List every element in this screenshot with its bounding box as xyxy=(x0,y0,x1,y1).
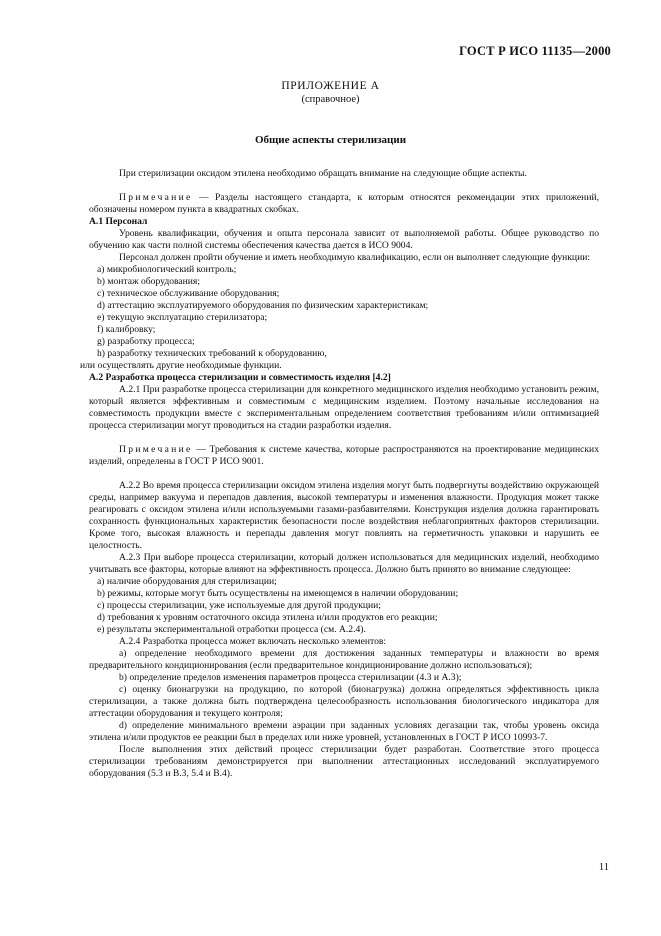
section-title: Общие аспекты стерилизации xyxy=(254,134,407,146)
a2-3-paragraph: А.2.3 При выборе процесса стерилизации, который должен использоваться для медицинских изделий, необходимо учитывать все факторы, которые влияют на эффективность процесса. Должно быть принято во внимание следующее: xyxy=(89,552,599,575)
list-item: d) требования к уровням остаточного оксида этилена и/или продуктов его реакции; xyxy=(97,612,438,623)
a2-final-paragraph: После выполнения этих действий процесс стерилизации будет разработан. Соответствие этого процесса стерилизации требованиям демонстрируется при выполнении аттестационных исследований эксплуатируемого оборудования (5.3 и В.3, 5.4 и В.4). xyxy=(89,744,599,779)
a1-paragraph-2: Персонал должен пройти обучение и иметь необходимую квалификацию, если он выполняет следующие функции: xyxy=(119,252,590,263)
a2-4-item-c: c) оценку бионагрузки на продукцию, по которой (бионагрузка) должна определяться эффективность цикла стерилизации, а также должна быть подтверждена целесообразность использования биологического индикатора для аттестации оборудования и текущего контроля; xyxy=(89,684,599,719)
list-item: b) режимы, которые могут быть осуществлены на имеющемся в наличии оборудовании; xyxy=(97,588,459,599)
note-1-label: Примечание xyxy=(119,192,193,203)
list-item: g) разработку процесса; xyxy=(97,336,195,347)
a1-paragraph-1: Уровень квалификации, обучения и опыта персонала зависит от выполняемой работы. Общее руководство по обучению как части полной системы обеспечения качества дается в ИСО 9004. xyxy=(89,228,599,251)
intro-paragraph: При стерилизации оксидом этилена необходимо обращать внимание на следующие общие аспекты. xyxy=(119,168,527,179)
heading-a1 xyxy=(89,216,599,228)
note-2-text: — Требования к системе качества, которые распространяются на проектирование медицинских изделий, определены в ГОСТ Р ИСО 9001. xyxy=(89,444,599,467)
note-2 xyxy=(89,444,599,468)
standard-code: ГОСТ Р ИСО 11135—2000 xyxy=(459,44,611,58)
list-item: b) монтаж оборудования; xyxy=(97,276,201,287)
list-item: d) аттестацию эксплуатируемого оборудования по физическим характеристикам; xyxy=(97,300,429,311)
a2-4-paragraph: А.2.4 Разработка процесса может включать несколько элементов: xyxy=(119,636,387,647)
heading-a2: А.2 Разработка процесса стерилизации и совместимость изделия [4.2] xyxy=(89,372,391,383)
a2-4-item-d: d) определение минимального времени аэрации при заданных условиях дегазации так, чтобы уровень оксида этилена и/или продуктов ее реакции был в пределах или ниже уровней, установленных в ГОСТ Р ИСО 10993-7. xyxy=(89,720,599,743)
list-item: c) техническое обслуживание оборудования; xyxy=(97,288,280,299)
a2-2-paragraph: А.2.2 Во время процесса стерилизации оксидом этилена изделия могут быть подвергнуты воздействию окружающей среды, например вакуума и перепадов давления, высокой температуры и изменения влажности. Продукция может также реагировать с оксидом этилена и/или используемыми газами-разбавителями. Конструкция изделия должна гарантировать сохранность функциональных характеристик безопасности после воздействия неблагоприятных факторов стерилизации. Кроме того, высокая влажность и перепады давления могут повлиять на герметичность упаковки и нарушить ее целостность. xyxy=(89,480,599,551)
a1-function-list xyxy=(89,264,599,360)
heading-a1-text: А.1 Персонал xyxy=(89,216,148,227)
list-item: f) калибровку; xyxy=(97,324,156,335)
list-item: h) разработку технических требований к оборудованию, xyxy=(97,348,327,359)
note-2-label: Примечание xyxy=(119,444,193,455)
document-body xyxy=(80,168,599,780)
list-item: a) наличие оборудования для стерилизации; xyxy=(97,576,277,587)
a2-4-item-a: a) определение необходимого времени для достижения заданных температуры и влажности во время предварительного кондиционирования (если предварительное кондиционирование должно использоваться); xyxy=(89,648,599,671)
list-item: c) процессы стерилизации, уже используемые для другой продукции; xyxy=(97,600,381,611)
a2-4-item-b: b) определение пределов изменения параметров процесса стерилизации (4.3 и А.3); xyxy=(119,672,462,683)
list-item: e) текущую эксплуатацию стерилизатора; xyxy=(97,312,268,323)
a1-tail: или осуществлять другие необходимые функции. xyxy=(80,360,282,371)
page-number: 11 xyxy=(598,862,609,873)
annex-title: ПРИЛОЖЕНИЕ А xyxy=(281,80,380,92)
list-item: a) микробиологический контроль; xyxy=(97,264,237,275)
a2-3-list xyxy=(89,576,599,636)
annex-subtitle: (справочное) xyxy=(301,94,360,105)
a2-1-paragraph: А.2.1 При разработке процесса стерилизации для конкретного медицинского изделия необходимо установить режим, который является эффективным и совместимым с медицинским изделием. Поэтому начальные исследования на совместимость продукции вместе с экспериментальным определением соответствия требованиям и/или оптимизацией процесса стерилизации могут проводиться на стадии разработки изделия. xyxy=(89,384,599,431)
list-item: e) результаты экспериментальной отработки процесса (см. А.2.4). xyxy=(97,624,366,635)
note-1 xyxy=(89,192,599,216)
note-1-text: — Разделы настоящего стандарта, к которым относятся рекомендации этих приложений, обозначены номером пункта в квадратных скобках. xyxy=(89,192,599,215)
